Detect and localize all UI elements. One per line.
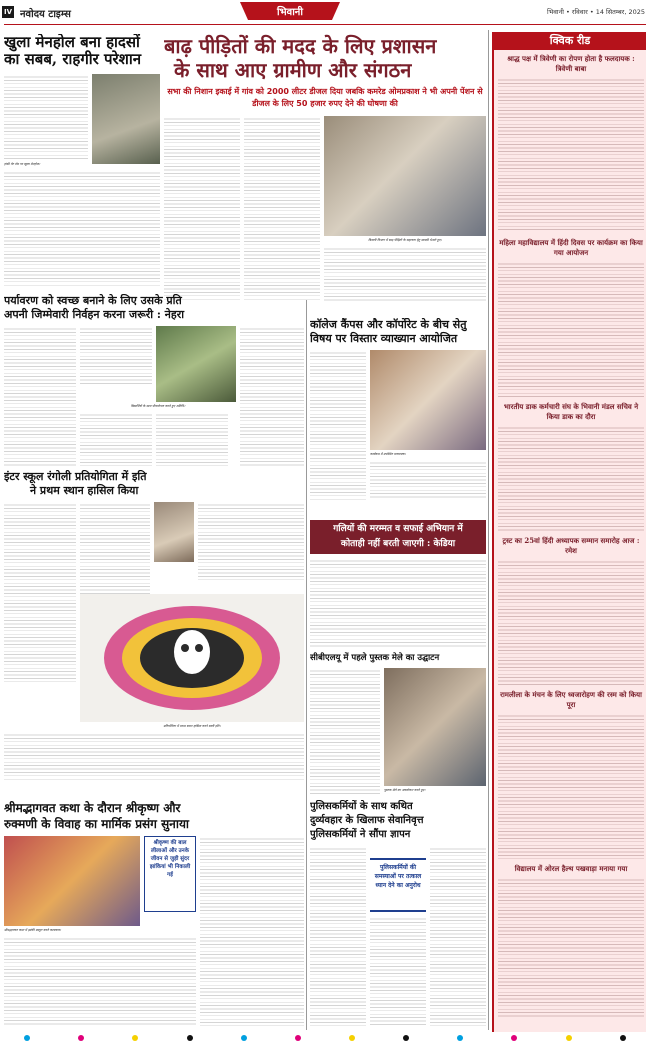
police-callout-box (370, 858, 426, 912)
sidebar-item-title: श्राद्ध पक्ष में त्रिवेणी का रोपण होता है फलदायक : त्रिवेणी बाबा (507, 54, 635, 73)
police-body-1 (310, 846, 366, 1026)
registration-dot (349, 1035, 355, 1041)
environment-body-3 (80, 412, 152, 466)
lead-caption: बिजली विभाग में बाढ़ पीड़ितों के सहायता हेतु सामग्री भेजते हुए। (368, 238, 442, 242)
registration-dot (620, 1035, 626, 1041)
sidebar-item-body (498, 425, 644, 531)
college-headline-1: कॉलेज कैंपस और कॉर्पोरेट के बीच सेतु (310, 318, 467, 331)
bhagwat-headline-1: श्रीमद्भागवत कथा के दौरान श्रीकृष्ण और (4, 801, 181, 815)
manhole-body-bottom (4, 170, 160, 288)
streets-headline-box (310, 520, 486, 554)
bhagwat-story (4, 800, 304, 1032)
bhagwat-headline-2: रुक्मणी के विवाह का मार्मिक प्रसंग सुनाया (4, 817, 190, 831)
bhagwat-callout: श्रीकृष्ण की बाल लीलाओं और उनके जीवन से जुड़ी सुंदर झांकियां भी निकाली गई (149, 840, 191, 878)
rangoli-artwork-graphic (80, 594, 304, 722)
print-registration-strip (0, 1033, 650, 1043)
environment-photo (156, 326, 236, 402)
college-caption: कार्यक्रम में उपस्थित प्राध्यापक। (370, 452, 406, 456)
sidebar-item-body (498, 261, 644, 397)
bhagwat-body-1 (200, 836, 304, 1026)
streets-headline-2: कोताही नहीं बरती जाएगी : केडिया (340, 539, 456, 549)
registration-dot (403, 1035, 409, 1041)
book-fair-headline: सीबीएलयू में पहले पुस्तक मेले का उद्घाटन (310, 653, 440, 663)
sidebar-item-body (498, 77, 644, 231)
environment-body-1 (4, 326, 76, 466)
masthead (0, 0, 650, 30)
bhagwat-caption: श्रीमद्भागवत कथा में झांकी प्रस्तुत करते कलाकार। (4, 928, 61, 932)
sidebar-item-body (498, 559, 644, 685)
lead-photo (324, 116, 486, 236)
rangoli-body-1 (4, 502, 76, 682)
sidebar-item-3 (498, 402, 644, 532)
streets-headline-1: गलियों की मरम्मत व सफाई अभियान में (333, 524, 463, 534)
rangoli-body-3 (198, 502, 304, 582)
environment-headline-1: पर्यावरण को स्वच्छ बनाने के लिए उसके प्रति (4, 294, 182, 307)
book-fair-body (310, 668, 380, 794)
registration-dot (457, 1035, 463, 1041)
lead-story (164, 34, 486, 304)
registration-dot (78, 1035, 84, 1041)
environment-story (4, 294, 304, 466)
bhagwat-photo (4, 836, 140, 926)
sidebar-item-body (498, 713, 644, 859)
manhole-story (4, 34, 160, 290)
registration-dot (24, 1035, 30, 1041)
police-headline-3: पुलिसकर्मियों ने सौंपा ज्ञापन (310, 829, 411, 840)
rangoli-caption: प्रतियोगिता में प्रथम स्थान हासिल करने वाली इति। (163, 724, 221, 728)
police-callout: पुलिसकर्मियों की समस्याओं पर तत्काल ध्यान देने का अनुरोध (374, 864, 422, 889)
environment-body-5 (240, 326, 304, 466)
registration-dot (132, 1035, 138, 1041)
rangoli-story (4, 470, 304, 788)
environment-body-4 (156, 412, 228, 466)
section-banner (240, 2, 340, 20)
manhole-headline-1: खुला मेनहोल बना हादसों (4, 34, 140, 51)
registration-dot (187, 1035, 193, 1041)
sidebar-item-2 (498, 238, 644, 398)
manhole-caption: हांसी गेट रोड पर खुला मेनहोल। (4, 162, 41, 166)
registration-dot (295, 1035, 301, 1041)
lead-body-col-2 (244, 116, 320, 302)
book-fair-caption: पुस्तक मेले का अवलोकन करते हुए। (384, 788, 426, 792)
lead-body-col-3 (324, 246, 486, 302)
brand-name: नवोदय टाइम्स (20, 9, 71, 20)
sidebar-item-4 (498, 536, 644, 686)
column-rule-left (306, 300, 307, 1030)
manhole-headline-2: का सबब, राहगीर परेशान (4, 50, 142, 68)
college-headline-2: विषय पर विस्तार व्याख्यान आयोजित (310, 332, 458, 345)
lead-headline-2: के साथ आए ग्रामीण और संगठन (174, 58, 412, 82)
book-fair-story (310, 652, 486, 798)
page-number-badge: IV (3, 8, 13, 16)
rangoli-body-4 (4, 732, 304, 782)
section-name: भिवानी (277, 7, 303, 18)
college-body-1 (310, 350, 366, 500)
rangoli-girl-photo (154, 502, 194, 562)
sidebar-item-6 (498, 864, 644, 1028)
sidebar-item-title: महिला महाविद्यालय में हिंदी दिवस पर कार्यक्रम का किया गया आयोजन (499, 238, 643, 257)
police-story (310, 800, 486, 1032)
environment-headline-2: अपनी जिम्मेवारी निर्वहन करना जरूरी : नेहरा (4, 308, 185, 321)
manhole-photo (92, 74, 160, 164)
registration-dot (241, 1035, 247, 1041)
dateline: भिवानी • रविवार • 14 सितम्बर, 2025 (547, 8, 645, 16)
rangoli-headline-2: ने प्रथम स्थान हासिल किया (30, 484, 139, 497)
column-rule-right (488, 30, 489, 1030)
sidebar-item-1 (498, 54, 644, 234)
streets-body (310, 558, 486, 648)
streets-story (310, 520, 486, 650)
masthead-rule (4, 24, 646, 25)
book-fair-photo (384, 668, 486, 786)
sidebar-item-5 (498, 690, 644, 860)
police-body-3 (430, 846, 486, 1026)
sidebar-item-title: विद्यालय में ओरल हैल्थ पखवाड़ा मनाया गया (514, 864, 628, 873)
sidebar-item-body (498, 877, 644, 1017)
sidebar-item-title: भारतीय डाक कर्मचारी संघ के भिवानी मंडल सचिव ने किया डाक का दौरा (503, 402, 639, 421)
bhagwat-body-2 (4, 936, 196, 1026)
registration-dot (511, 1035, 517, 1041)
quick-read-header: क्विक रीड (494, 32, 646, 50)
police-body-2 (370, 916, 426, 1026)
police-headline-2: दुर्व्यवहार के खिलाफ सेवानिवृत्त (310, 815, 424, 826)
sidebar-item-title: रामलीला के मंचन के लिए ध्वजारोहण की रस्म को किया पूरा (500, 690, 642, 709)
sidebar-item-title: ट्रस्ट का 25वां हिंदी अध्यापक सम्मान समारोह आज : रमेश (502, 536, 640, 555)
college-body-2 (370, 460, 486, 500)
registration-dot (566, 1035, 572, 1041)
environment-body-2 (80, 326, 152, 386)
manhole-body-left (4, 74, 88, 160)
college-photo (370, 350, 486, 450)
police-headline-1: पुलिसकर्मियों के साथ कथित (310, 801, 413, 812)
lead-deck: सभा की निशान इकाई में गांव को 2000 लीटर डीजल दिया जबकि कमरेड ओमप्रकाश ने भी अपनी पेंशन से डीजल के लिए 50 हजार रुपए देने की घोषणा की (167, 87, 483, 108)
environment-caption: विद्यार्थियों के साथ पौधारोपण करते हुए अतिथि। (130, 404, 186, 408)
college-story (310, 318, 486, 518)
rangoli-artwork-photo (80, 594, 304, 722)
lead-body-col-1 (164, 116, 240, 302)
rangoli-headline-1: इंटर स्कूल रंगोली प्रतियोगिता में इति (4, 470, 147, 483)
quick-read-sidebar (492, 32, 646, 1032)
lead-headline-1: बाढ़ पीड़ितों की मदद के लिए प्रशासन (164, 34, 437, 58)
bhagwat-callout-box (144, 836, 196, 912)
